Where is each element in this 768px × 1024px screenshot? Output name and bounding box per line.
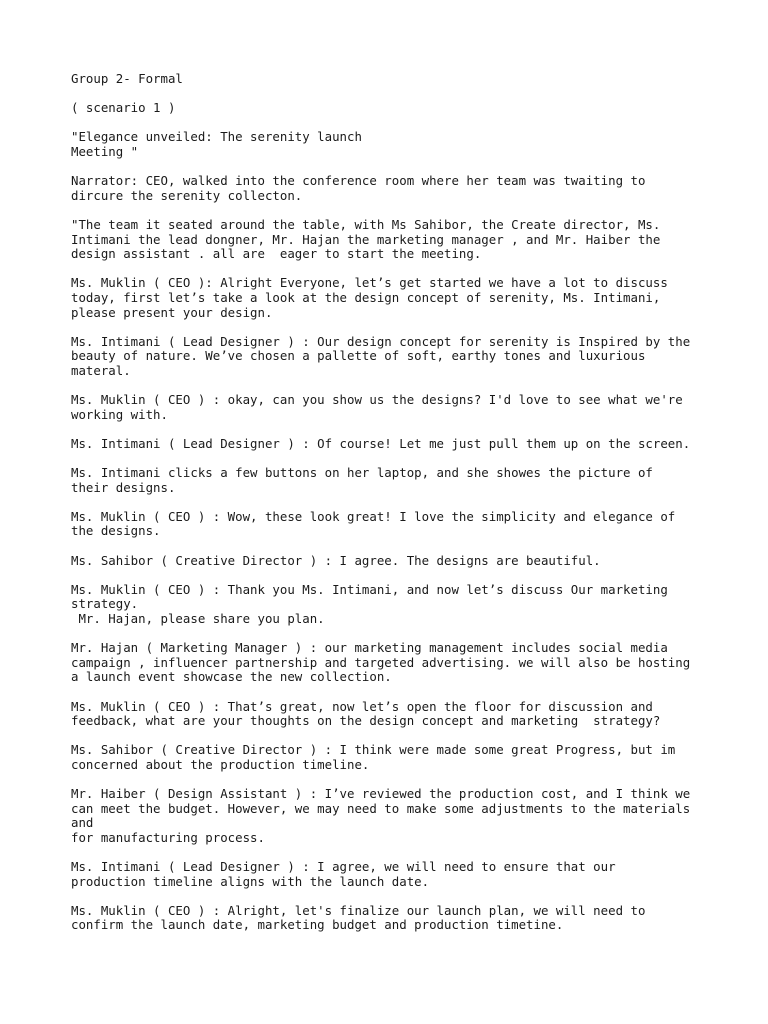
text-line: please present your design. <box>71 304 273 320</box>
text-line: Mr. Hajan ( Marketing Manager ) : our marketing management includes social media <box>71 640 668 656</box>
text-line: Ms. Muklin ( CEO ) : Thank you Ms. Intimani, and now let’s discuss Our marketing <box>71 581 668 597</box>
text-line: Ms. Muklin ( CEO ) : okay, can you show us the designs? I'd love to see what we're <box>71 392 683 408</box>
text-line: can meet the budget. However, we may need to make some adjustments to the materials <box>71 800 691 816</box>
text-line: Group 2- Formal <box>71 71 183 86</box>
text-line: "The team it seated around the table, with Ms Sahibor, the Create director, Ms. <box>71 216 661 232</box>
paragraph <box>71 904 711 933</box>
paragraph <box>71 860 711 889</box>
paragraph <box>71 743 711 772</box>
text-line: Ms. Intimani clicks a few buttons on her laptop, and she showes the picture of <box>71 465 653 481</box>
paragraph <box>71 583 711 627</box>
text-line: Ms. Muklin ( CEO ) : Alright, let's finalize our launch plan, we will need to <box>71 902 646 918</box>
paragraph <box>71 72 711 87</box>
text-line: Ms. Muklin ( CEO ) : Wow, these look great! I love the simplicity and elegance of <box>71 508 676 524</box>
text-line: Ms. Muklin ( CEO ) : That’s great, now let’s open the floor for discussion and <box>71 698 653 714</box>
paragraph <box>71 101 711 116</box>
paragraph <box>71 466 711 495</box>
paragraph <box>71 554 711 569</box>
text-line: and <box>71 815 94 831</box>
text-line: Ms. Intimani ( Lead Designer ) : I agree, we will need to ensure that our <box>71 859 616 875</box>
text-line: "Elegance unveiled: The serenity launch <box>71 129 362 145</box>
text-line: Mr. Haiber ( Design Assistant ) : I’ve reviewed the production cost, and I think we <box>71 786 691 802</box>
text-line: Narrator: CEO, walked into the conference room where her team was twaiting to <box>71 173 646 189</box>
text-line: confirm the launch date, marketing budget and production timetine. <box>71 917 564 933</box>
text-line: strategy. <box>71 596 139 612</box>
text-line: beauty of nature. We’ve chosen a pallette of soft, earthy tones and luxurious <box>71 348 646 364</box>
text-line: campaign , influencer partnership and targeted advertising. we will also be hosting <box>71 654 691 670</box>
text-line: Ms. Muklin ( CEO ): Alright Everyone, let’s get started we have a lot to discuss <box>71 275 668 291</box>
paragraph <box>71 130 711 159</box>
paragraph <box>71 393 711 422</box>
paragraph <box>71 335 711 379</box>
text-line: Ms. Intimani ( Lead Designer ) : Of course! Let me just pull them up on the screen. <box>71 435 691 451</box>
text-line: a launch event showcase the new collection. <box>71 669 392 685</box>
text-line: dircure the serenity collecton. <box>71 187 303 203</box>
paragraph <box>71 437 711 452</box>
text-line: for manufacturing process. <box>71 829 265 845</box>
text-line: their designs. <box>71 479 176 495</box>
text-line: feedback, what are your thoughts on the design concept and marketing strategy? <box>71 713 661 729</box>
text-line: design assistant . all are eager to start the meeting. <box>71 246 482 262</box>
text-line: production timeline aligns with the launch date. <box>71 873 430 889</box>
document-body <box>71 72 711 948</box>
paragraph <box>71 700 711 729</box>
text-line: concerned about the production timeline. <box>71 756 370 772</box>
text-line: Intimani the lead dongner, Mr. Hajan the marketing manager , and Mr. Haiber the <box>71 231 661 247</box>
text-line: materal. <box>71 362 131 378</box>
text-line: Ms. Sahibor ( Creative Director ) : I agree. The designs are beautiful. <box>71 552 601 568</box>
text-line: Ms. Sahibor ( Creative Director ) : I think were made some great Progress, but im <box>71 742 676 758</box>
text-line: Ms. Intimani ( Lead Designer ) : Our design concept for serenity is Inspired by the <box>71 333 691 349</box>
text-line: today, first let’s take a look at the design concept of serenity, Ms. Intimani, <box>71 289 661 305</box>
text-line: the designs. <box>71 523 161 539</box>
paragraph <box>71 276 711 320</box>
paragraph <box>71 787 711 845</box>
text-line: working with. <box>71 406 168 422</box>
paragraph <box>71 218 711 262</box>
text-line: Mr. Hajan, please share you plan. <box>71 610 325 626</box>
text-line: ( scenario 1 ) <box>71 100 176 116</box>
paragraph <box>71 641 711 685</box>
paragraph <box>71 510 711 539</box>
text-line: Meeting " <box>71 143 139 159</box>
paragraph <box>71 174 711 203</box>
